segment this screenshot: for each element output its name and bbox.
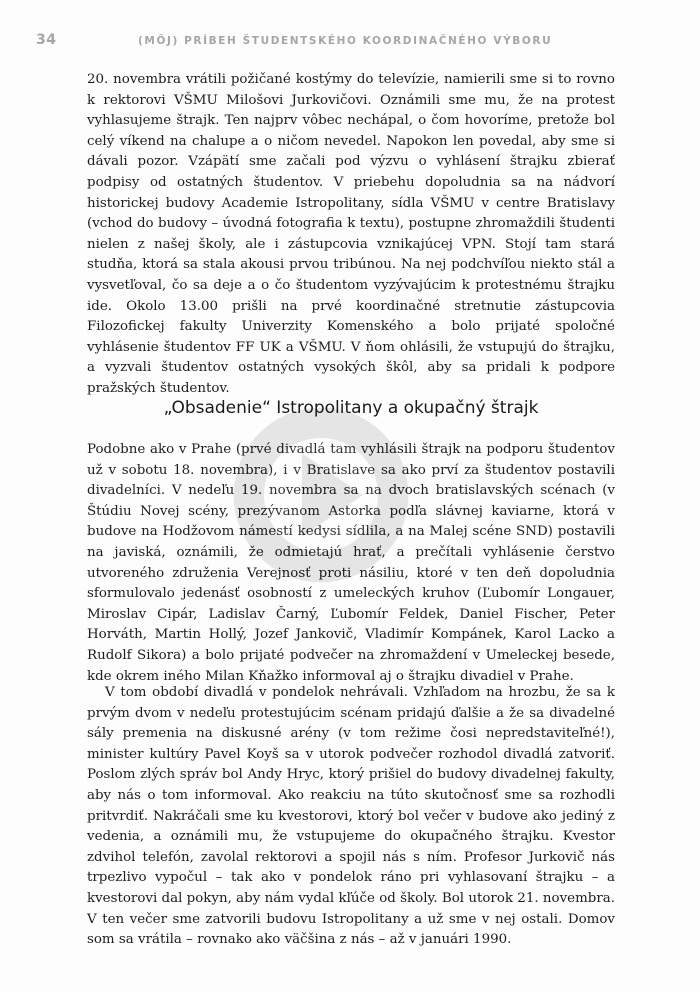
section-heading: „Obsadenie“ Istropolitany a okupačný štrajk xyxy=(163,398,539,418)
paragraph-2: Podobne ako v Prahe (prvé divadlá tam vyhlásili štrajk na podporu študentov už v sobotu 18. novembra), i v Bratislave sa ako prví za študentov postavili divadelníci. V nedeľu 19. novembra sa na dvoch bratislavských scénach (v Štúdiu Novej scény, prezývanom Astorka podľa slávnej kaviarne, ktorá v budove na Hodžovom námestí kedysi sídlila, a na Malej scéne SND) postavili na javiská, oznámili, že odmietajú hrať, a prečítali vyhlásenie čerstvo utvoreného združenia Verejnosť proti násiliu, ktoré v ten deň dopoludnia sformulovalo jedenásť osobností z umeleckých kruhov (Ľubomír Longauer, Miroslav Cipár, Ladislav Čarný, Ľubomír Feldek, Daniel Fischer, Peter Horváth, Martin Hollý, Jozef Jankovič, Vladimír Kompánek, Karol Lacko a Rudolf Sikora) a bolo prijaté podvečer na zhromaždení v Umeleckej besede, kde okrem iného Milan Kňažko informoval aj o štrajku divadiel v Prahe. xyxy=(87,442,615,684)
paragraph-1: 20. novembra vrátili požičané kostýmy do televízie, namierili sme si to rovno k rektorovi VŠMU Milošovi Jurkovičovi. Oznámili sme mu, že na protest vyhlasujeme štrajk. Ten najprv vôbec nechápal, o čom hovoríme, pretože bol celý víkend na chalupe a o ničom nevedel. Napokon len povedal, aby sme si dávali pozor. Vzápätí sme začali pod výzvu o vyhlásení štrajku zbierať podpisy od ostatných študentov. V priebehu dopoludnia sa na nádvorí historickej budovy Academie Istropolitany, sídla VŠMU v centre Bratislavy (vchod do budovy – úvodná fotografia k textu), postupne zhromaždili študenti nielen z našej školy, ale i zástupcovia vznikajúcej VPN. Stojí tam stará studňa, ktorá sa stala akousi prvou tribúnou. Na nej podchvíľou niekto stál a vysvetľoval, čo sa deje a o čo študentom vyzývajúcim k protestnému štrajku ide. Okolo 13.00 prišli na prvé koordinačné stretnutie zástupcovia Filozofickej fakulty Univerzity Komenského a bolo prijaté spoločné vyhlásenie študentov FF UK a VŠMU. V ňom ohlásili, že vstupujú do štrajku, a vyzvali študentov ostatných vysokých škôl, aby sa pridali k podpore pražských študentov. xyxy=(87,72,615,396)
paragraph-3: V tom období divadlá v pondelok nehrávali. Vzhľadom na hrozbu, že sa k prvým dvom v nedeľu protestujúcim scénam pridajú ďalšie a že sa divadelné sály premenia na diskusné arény (v tom režime čosi nepredstaviteľné!), minister kultúry Pavel Koyš sa v utorok podvečer rozhodol divadlá zatvoriť. Poslom zlých správ bol Andy Hryc, ktorý prišiel do budovy divadelnej fakulty, aby nás o tom informoval. Ako reakciu na túto skutočnosť sme sa rozhodli pritvrdiť. Nakráčali sme ku kvestorovi, ktorý bol večer v budove ako jediný z vedenia, a oznámili mu, že vstupujeme do okupačného štrajku. Kvestor zdvihol telefón, zavolal rektorovi a spojil nás s ním. Profesor Jurkovič nás trpezlivo vypočul – tak ako v pondelok ráno pri vyhlasovaní štrajku – a kvestorovi dal pokyn, aby nám vydal kľúče od školy. Bol utorok 21. novembra. V ten večer sme zatvorili budovu Istropolitany a už sme v nej ostali. Domov som sa vrátila – rovnako ako väčšina z nás – až v januári 1990. xyxy=(87,685,615,948)
page-number: 34 xyxy=(36,32,57,48)
running-head: (MÔJ) PRÍBEH ŠTUDENTSKÉHO KOORDINAČNÉHO VÝBORU xyxy=(138,35,553,47)
